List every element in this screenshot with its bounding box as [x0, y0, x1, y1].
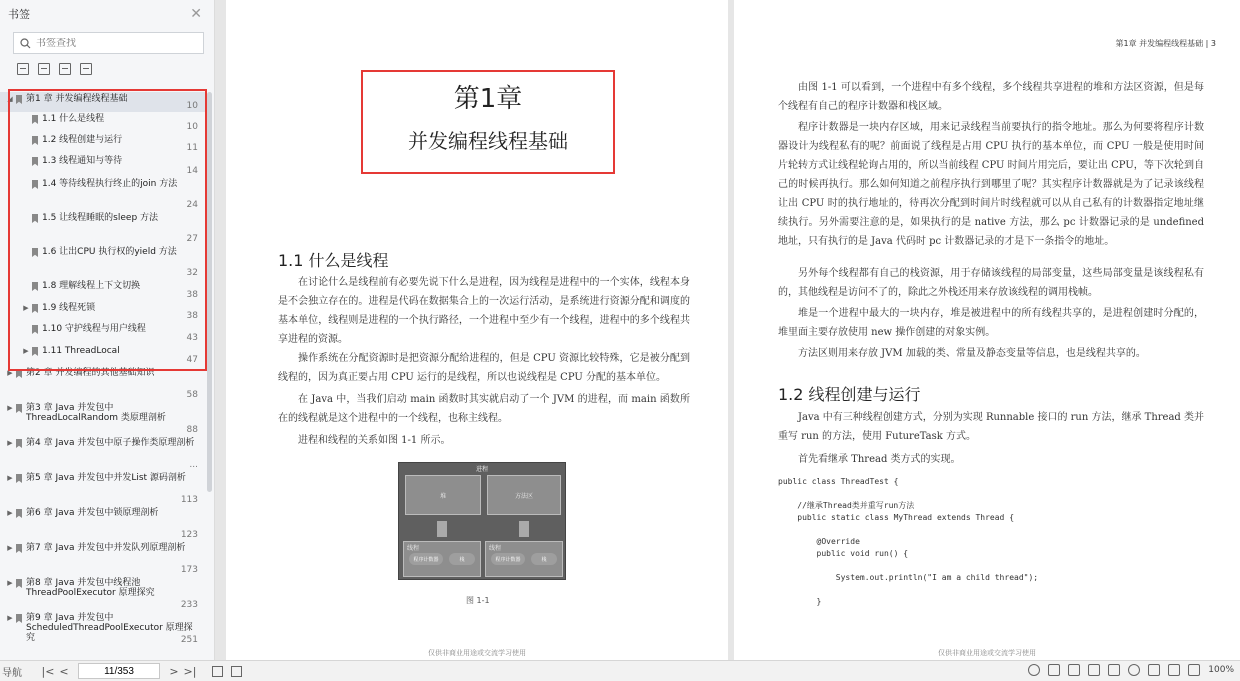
bookmark-icon [16, 439, 22, 448]
figure-arrow [519, 521, 529, 537]
figure-stack: 栈 [449, 553, 475, 565]
spacer [20, 245, 32, 279]
toc-item-page: 251 [180, 635, 198, 645]
paragraph: 方法区则用来存放 JVM 加载的类、常量及静态变量等信息，也是线程共享的。 [798, 348, 1146, 359]
toc-item[interactable] [0, 366, 206, 401]
paragraph: 进程和线程的关系如图 1-1 所示。 [298, 435, 451, 446]
toc-item[interactable] [0, 322, 206, 344]
spacer [20, 211, 32, 245]
expand-arrow-icon[interactable]: ▶ [7, 439, 13, 447]
toc-item-page: 11 [186, 143, 198, 153]
figure-method-area: 方法区 [487, 475, 561, 515]
chapter-heading-box [361, 70, 615, 174]
paragraph: 程序计数器是一块内存区域，用来记录线程当前要执行的指令地址。那么为何要将程序计数器设计为线程私有的呢？前面说了线程是占用 CPU 执行的基本单位，而 CPU 一般是使用时间片轮转方式让线程轮询占用的，所以当前线程 CPU 时间片用完后，要让出 CPU，等下次轮到自己的时候再执行。那么如何知道之前程序执行到哪里了呢？其实程序计数器就是为了记录该线程让出 CPU 时的执行地址的，待再次分配到时间片时线程就可以从自己私有的计数器指定地址继续执行。另外需要注意的是，如果执行的是 native 方法，那么 pc 计数器记录的是 undefined 地址，只有执行的是 Java 代码时 pc 计数器记录的才是下一条指令的地址。 [778, 122, 1204, 247]
paragraph: 首先看继承 Thread 类方式的实现。 [798, 454, 961, 465]
toc-item[interactable] [0, 541, 206, 576]
expand-arrow-icon[interactable]: ▶ [7, 614, 13, 622]
bookmark-icon [16, 614, 22, 623]
sidebar-scrollbar[interactable] [207, 92, 212, 492]
code-line: public class ThreadTest { [778, 477, 899, 486]
close-icon[interactable]: ✕ [190, 6, 202, 22]
toc-item[interactable] [0, 611, 206, 646]
remove-bookmark-icon[interactable] [80, 63, 92, 75]
page-footer: 仅供非商业用途或交流学习使用 [938, 649, 1036, 657]
toc-item-title: 1.5 让线程睡眠的sleep 方法 [42, 213, 159, 223]
toc-item[interactable] [0, 436, 206, 471]
expand-arrow-icon[interactable]: ▶ [7, 579, 13, 587]
forward-icon[interactable] [231, 666, 242, 677]
toc-item-title: 1.11 ThreadLocal [42, 346, 120, 356]
bookmark-icon [32, 180, 38, 189]
toc-item-title: 第2 章 并发编程的其他基础知识 [26, 368, 155, 378]
document-viewer [216, 0, 1240, 660]
figure-process-label: 进程 [475, 466, 488, 473]
figure-stack: 栈 [531, 553, 557, 565]
toc-item-title: 第4 章 Java 并发包中原子操作类原理剖析 [26, 438, 195, 448]
code-line: //继承Thread类并重写run方法 [778, 501, 915, 510]
nav-label: 导航 [2, 667, 22, 679]
expand-arrow-icon[interactable]: ◢ [7, 95, 13, 103]
expand-arrow-icon[interactable]: ▶ [23, 347, 29, 355]
toc-item-title: 第8 章 Java 并发包中线程池ThreadPoolExecutor 原理探究 [26, 578, 155, 598]
expand-arrow-icon[interactable]: ▶ [7, 544, 13, 552]
toc-item-title: 1.3 线程通知与等待 [42, 156, 123, 166]
code-line: } [778, 597, 822, 606]
toc-item-page: 14 [186, 166, 198, 176]
expand-all-icon[interactable] [17, 63, 29, 75]
sidebar-title: 书签 [8, 8, 30, 21]
bookmark-icon [32, 115, 38, 124]
spacer [20, 133, 32, 154]
spacer [20, 279, 32, 301]
bookmark-icon [32, 136, 38, 145]
page-footer: 仅供非商业用途或交流学习使用 [428, 649, 526, 657]
toc-item[interactable] [0, 133, 206, 154]
add-bookmark-icon[interactable] [59, 63, 71, 75]
bookmark-icon [32, 347, 38, 356]
toc-item-title: 第6 章 Java 并发包中锁原理剖析 [26, 508, 159, 518]
two-page-icon[interactable] [1088, 664, 1100, 676]
toc-item[interactable] [0, 154, 206, 177]
expand-arrow-icon[interactable]: ▶ [7, 369, 13, 377]
toc-item[interactable] [0, 471, 206, 506]
eye-icon[interactable] [1028, 664, 1040, 676]
paragraph: 在 Java 中，当我们启动 main 函数时其实就启动了一个 JVM 的进程，而 main 函数所在的线程就是这个进程中的一个线程，也称主线程。 [278, 394, 690, 424]
toc-item-page: 32 [186, 268, 198, 278]
toc-item-page: 173 [180, 565, 198, 575]
status-bar [0, 660, 1240, 681]
chapter-number: 第1章 [453, 84, 523, 114]
toc-item-page: 123 [180, 530, 198, 540]
bookmark-icon [32, 282, 38, 291]
expand-arrow-icon[interactable]: ▶ [7, 474, 13, 482]
sidebar-header [0, 0, 214, 28]
toc-item-page: 38 [186, 311, 198, 321]
zoom-level[interactable]: 100% [1208, 665, 1234, 675]
toc-item-title: 1.2 线程创建与运行 [42, 135, 123, 145]
play-icon[interactable] [1128, 664, 1140, 676]
page-right [734, 0, 1240, 660]
toc-item-title: 第9 章 Java 并发包中ScheduledThreadPoolExecutor 原理探究 [26, 613, 193, 643]
code-line: public void run() { [778, 549, 909, 558]
bookmark-search[interactable] [13, 32, 204, 54]
bookmark-icon [16, 474, 22, 483]
toc-item[interactable] [0, 576, 206, 611]
figure-arrow [437, 521, 447, 537]
page-left [226, 0, 728, 660]
bookmark-toolbar [0, 54, 214, 84]
spacer [20, 112, 32, 133]
bookmark-icon [16, 369, 22, 378]
running-head: 第1章 并发编程线程基础 | 3 [1115, 39, 1216, 48]
toc-item-page: 88 [186, 425, 198, 435]
search-icon [20, 38, 31, 49]
toc-item[interactable] [0, 344, 206, 366]
expand-arrow-icon[interactable]: ▶ [7, 404, 13, 412]
paragraph: 堆是一个进程中最大的一块内存，堆是被进程中的所有线程共享的，是进程创建时分配的，堆里面主要存放使用 new 操作创建的对象实例。 [778, 308, 1204, 338]
bookmark-icon [16, 544, 22, 553]
toc-item[interactable] [0, 279, 206, 301]
toc-item[interactable] [0, 211, 206, 245]
code-line: public static class MyThread extends Thread { [778, 513, 1015, 522]
toc-item[interactable] [0, 301, 206, 322]
bookmark-icon [16, 404, 22, 413]
paragraph: 操作系统在分配资源时是把资源分配给进程的，但是 CPU 资源比较特殊，它是被分配到线程的，因为真正要占用 CPU 运行的是线程，所以也说线程是 CPU 分配的基本单位。 [278, 353, 690, 383]
toc-item-title: 第5 章 Java 并发包中并发List 源码剖析 [26, 473, 186, 483]
bookmark-search-input[interactable] [36, 38, 186, 49]
toc-item-title: 1.8 理解线程上下文切换 [42, 281, 141, 291]
spacer [20, 322, 32, 344]
paragraph: 由图 1-1 可以看到，一个进程中有多个线程，多个线程共享进程的堆和方法区资源，但是每个线程有自己的程序计数器和栈区域。 [778, 82, 1204, 112]
bookmark-icon [32, 304, 38, 313]
first-page-button[interactable]: |< [41, 664, 55, 678]
toc-item-title: 1.9 线程死锁 [42, 303, 96, 313]
toc-item-page: 47 [186, 355, 198, 365]
toc-item-title: 第1 章 并发编程线程基础 [26, 94, 128, 104]
toc-item-title: 1.10 守护线程与用户线程 [42, 324, 146, 334]
paragraph: 在讨论什么是线程前有必要先说下什么是进程，因为线程是进程中的一个实体，线程本身是不会独立存在的。进程是代码在数据集合上的一次运行活动，是系统进行资源分配和调度的基本单位，线程则是进程的一个执行路径，一个进程中至少有一个线程，进程中的多个线程共享进程的资源。 [278, 277, 690, 345]
toc-item-page: 113 [180, 495, 198, 505]
figure-pc: 程序计数器 [491, 553, 525, 565]
toc-item-page: 10 [186, 122, 198, 132]
bookmark-sidebar [0, 0, 215, 660]
code-line: System.out.println("I am a child thread"); [778, 573, 1039, 582]
spacer [20, 154, 32, 177]
continuous-page-icon[interactable] [1068, 664, 1080, 676]
fit-page-icon[interactable] [1168, 664, 1180, 676]
figure-thread-label: 线程 [489, 545, 502, 552]
expand-arrow-icon[interactable]: ▶ [23, 304, 29, 312]
figure-thread-label: 线程 [407, 545, 420, 552]
prev-page-button[interactable]: < [59, 664, 69, 678]
figure-pc: 程序计数器 [409, 553, 443, 565]
actual-size-icon[interactable] [1148, 664, 1160, 676]
bookmark-icon [16, 579, 22, 588]
bookmark-tree [0, 92, 206, 646]
toc-item-title: 第3 章 Java 并发包中ThreadLocalRandom 类原理剖析 [26, 403, 166, 423]
toc-item-title: 第7 章 Java 并发包中并发队列原理剖析 [26, 543, 186, 553]
view-tools [1028, 664, 1234, 676]
bookmark-icon [32, 325, 38, 334]
process-thread-figure [398, 462, 566, 580]
toc-item-title: 1.4 等待线程执行终止的join 方法 [42, 179, 178, 189]
bookmark-icon [32, 157, 38, 166]
toc-item[interactable] [0, 92, 206, 112]
toc-item-page: 38 [186, 290, 198, 300]
toc-item-page: 24 [186, 200, 198, 210]
toc-item-page: 10 [186, 101, 198, 111]
toc-item[interactable] [0, 506, 206, 541]
toc-item[interactable] [0, 245, 206, 279]
chapter-title: 并发编程线程基础 [408, 129, 568, 153]
next-page-button[interactable]: > [169, 664, 179, 678]
toc-item-page: 233 [180, 600, 198, 610]
collapse-all-icon[interactable] [38, 63, 50, 75]
toc-item-page: 27 [186, 234, 198, 244]
book-view-icon[interactable] [1108, 664, 1120, 676]
fit-width-icon[interactable] [1188, 664, 1200, 676]
code-line: @Override [778, 537, 860, 546]
toc-item[interactable] [0, 177, 206, 211]
toc-item-title: 1.1 什么是线程 [42, 114, 105, 124]
bookmark-icon [16, 509, 22, 518]
section-title: 1.1 什么是线程 [278, 251, 389, 270]
paragraph: 另外每个线程都有自己的栈资源，用于存储该线程的局部变量，这些局部变量是该线程私有的，其他线程是访问不了的，除此之外栈还用来存放该线程的调用栈帧。 [778, 268, 1204, 298]
toc-item-page: ... [189, 460, 198, 470]
single-page-icon[interactable] [1048, 664, 1060, 676]
toc-item-title: 1.6 让出CPU 执行权的yield 方法 [42, 247, 177, 257]
expand-arrow-icon[interactable]: ▶ [7, 509, 13, 517]
back-icon[interactable] [212, 666, 223, 677]
figure-heap: 堆 [405, 475, 481, 515]
section-title: 1.2 线程创建与运行 [778, 385, 921, 404]
toc-item[interactable] [0, 112, 206, 133]
toc-item[interactable] [0, 401, 206, 436]
last-page-button[interactable]: >| [183, 664, 197, 678]
bookmark-icon [32, 214, 38, 223]
bookmark-icon [32, 248, 38, 257]
paragraph: Java 中有三种线程创建方式，分别为实现 Runnable 接口的 run 方法，继承 Thread 类并重写 run 的方法，使用 FutureTask 方式。 [778, 412, 1204, 442]
figure-caption: 图 1-1 [466, 596, 490, 605]
bookmark-icon [16, 95, 22, 104]
spacer [20, 177, 32, 211]
page-number-input[interactable] [78, 663, 160, 679]
toc-item-page: 58 [186, 390, 198, 400]
toc-item-page: 43 [186, 333, 198, 343]
